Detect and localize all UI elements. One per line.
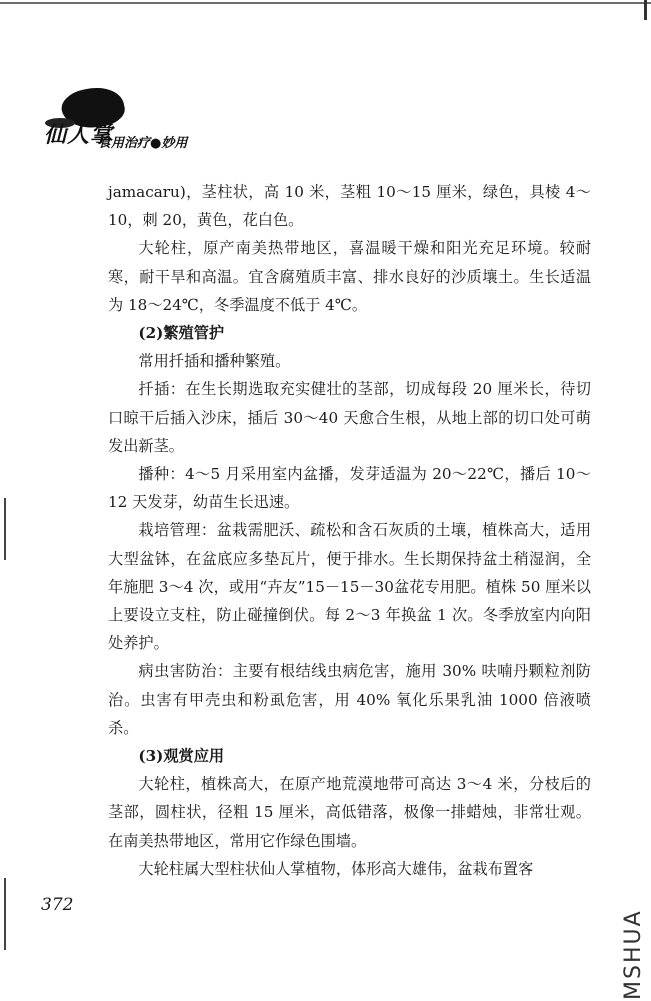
paragraph: jamacaru)，茎柱状，高 10 米，茎粗 10～15 厘米，绿色，具棱 4～10，刺 20，黄色，花白色。 xyxy=(108,183,591,230)
page-number: 372 xyxy=(41,895,74,915)
scan-edge-line xyxy=(0,2,651,4)
section-heading: (2)繁殖管护 xyxy=(138,324,225,343)
paragraph: 扦插：在生长期选取充实健壮的茎部，切成每段 20 厘米长，待切口晾干后插入沙床，插后 30～40 天愈合生根，从地上部的切口处可萌发出新茎。 xyxy=(108,380,591,455)
paragraph: 病虫害防治：主要有根结线虫病危害，施用 30% 呋喃丹颗粒剂防治。虫害有甲壳虫和粉虱危害，用 40% 氧化乐果乳油 1000 倍液喷杀。 xyxy=(108,662,591,737)
body-text xyxy=(108,178,591,883)
section-heading: (3)观赏应用 xyxy=(138,747,225,766)
scan-edge-mark xyxy=(644,0,647,20)
paragraph: 播种：4～5 月采用室内盆播，发芽适温为 20～22℃，播后 10～12 天发芽，幼苗生长迅速。 xyxy=(108,465,591,512)
paragraph: 常用扦插和播种繁殖。 xyxy=(138,352,291,371)
watermark xyxy=(621,832,645,1000)
margin-scan-bar xyxy=(4,878,6,950)
running-header xyxy=(40,88,240,158)
margin-scan-bar xyxy=(4,498,6,560)
paragraph: 栽培管理：盆栽需肥沃、疏松和含石灰质的土壤，植株高大，适用大型盆钵，在盆底应多垫瓦片，便于排水。生长期保持盆土稍湿润，全年施肥 3～4 次，或用“卉友”15－15－30盆花专用肥。植株 50 厘米以上要设立支柱，防止碰撞倒伏。每 2～3 年换盆 1 次。冬季放室内向阳处养护。 xyxy=(108,521,591,653)
header-title: 仙人掌 xyxy=(44,122,114,148)
header-subtitle: 食用治疗●妙用 xyxy=(98,136,188,151)
paragraph: 大轮柱，原产南美热带地区，喜温暖干燥和阳光充足环境。较耐寒，耐干旱和高温。宜含腐殖质丰富、排水良好的沙质壤土。生长适温为 18～24℃，冬季温度不低于 4℃。 xyxy=(108,239,591,314)
watermark-text: MSHUA xyxy=(621,909,646,1000)
paragraph: 大轮柱，植株高大，在原产地荒漠地带可高达 3～4 米，分枝后的茎部，圆柱状，径粗 15 厘米，高低错落，极像一排蜡烛，非常壮观。在南美热带地区，常用它作绿色围墙。 xyxy=(108,775,591,850)
paragraph: 大轮柱属大型柱状仙人掌植物，体形高大雄伟，盆栽布置客 xyxy=(138,859,534,878)
